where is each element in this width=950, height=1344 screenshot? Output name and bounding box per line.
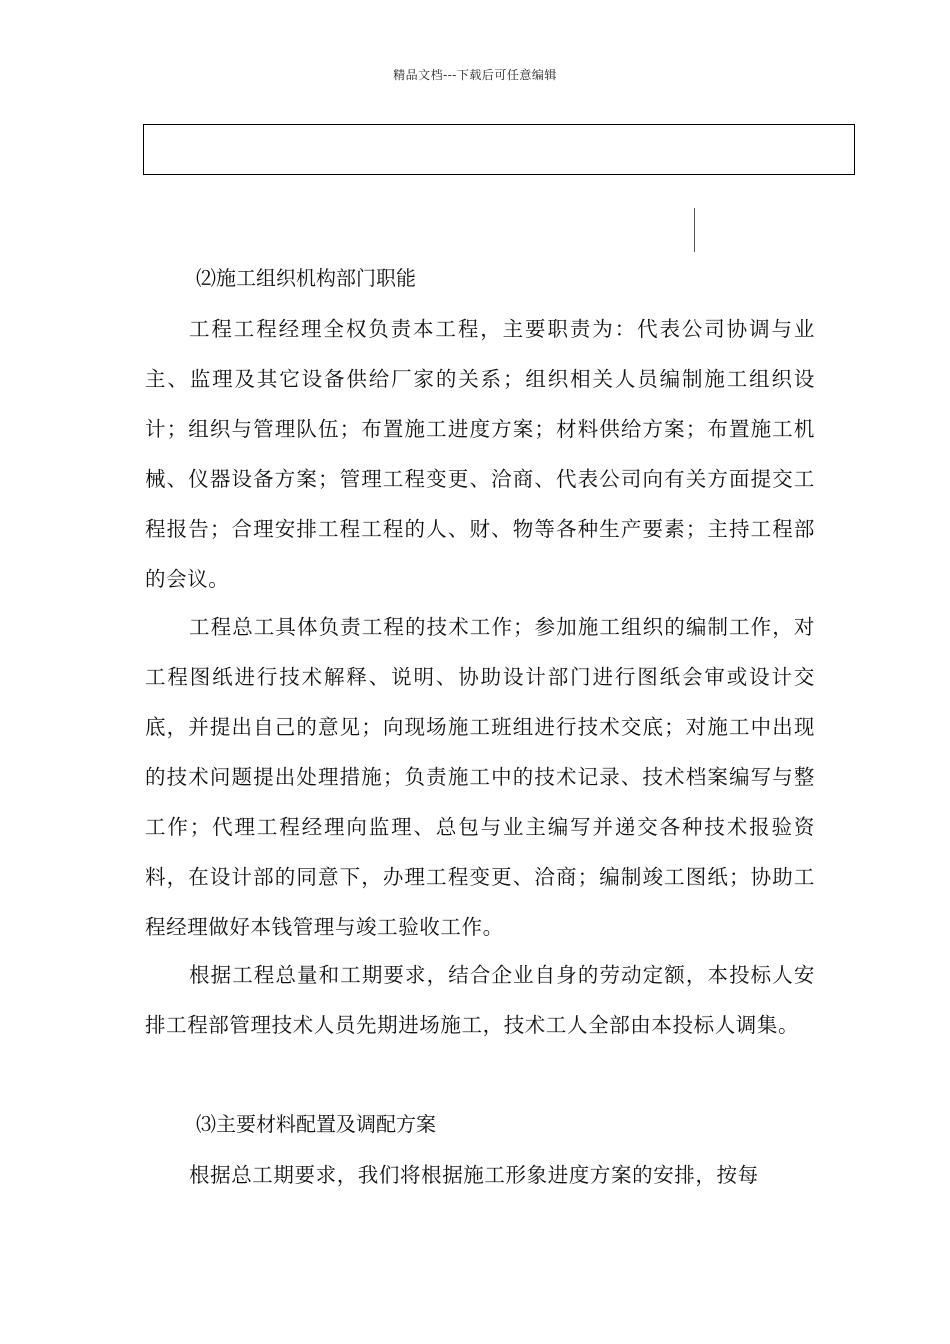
paragraph-staffing: 根据工程总量和工期要求，结合企业自身的劳动定额，本投标人安排工程部管理技术人员先期进场施工，技术工人全部由本投标人调集。: [145, 963, 815, 1037]
divider-line: [694, 208, 695, 252]
page-header: 精品文档---下载后可任意编辑: [393, 68, 557, 82]
section-heading-3: ⑶主要材料配置及调配方案: [196, 1112, 436, 1136]
paragraph-materials: 根据总工期要求，我们将根据施工形象进度方案的安排，按每: [189, 1163, 759, 1187]
section-heading-2: ⑵施工组织机构部门职能: [196, 266, 416, 290]
paragraph-chief-engineer: 工程总工具体负责工程的技术工作；参加施工组织的编制工作，对工程图纸进行技术解释、说明、协助设计部门进行图纸会审或设计交底，并提出自己的意见；向现场施工班组进行技术交底；对施工中出现的技术问题提出处理措施；负责施工中的技术记录、技术档案编写与整工作；代理工程经理向监理、总包与业主编写并递交各种技术报验资料，在设计部的同意下，办理工程变更、洽商；编制竣工图纸；协助工程经理做好本钱管理与竣工验收工作。: [145, 615, 815, 939]
empty-table-box: [143, 124, 855, 175]
paragraph-project-manager: 工程工程经理全权负责本工程，主要职责为：代表公司协调与业主、监理及其它设备供给厂家的关系；组织相关人员编制施工组织设计；组织与管理队伍；布置施工进度方案；材料供给方案；布置施工机械、仪器设备方案；管理工程变更、洽商、代表公司向有关方面提交工程报告；合理安排工程工程的人、财、物等各种生产要素；主持工程部的会议。: [145, 317, 815, 591]
